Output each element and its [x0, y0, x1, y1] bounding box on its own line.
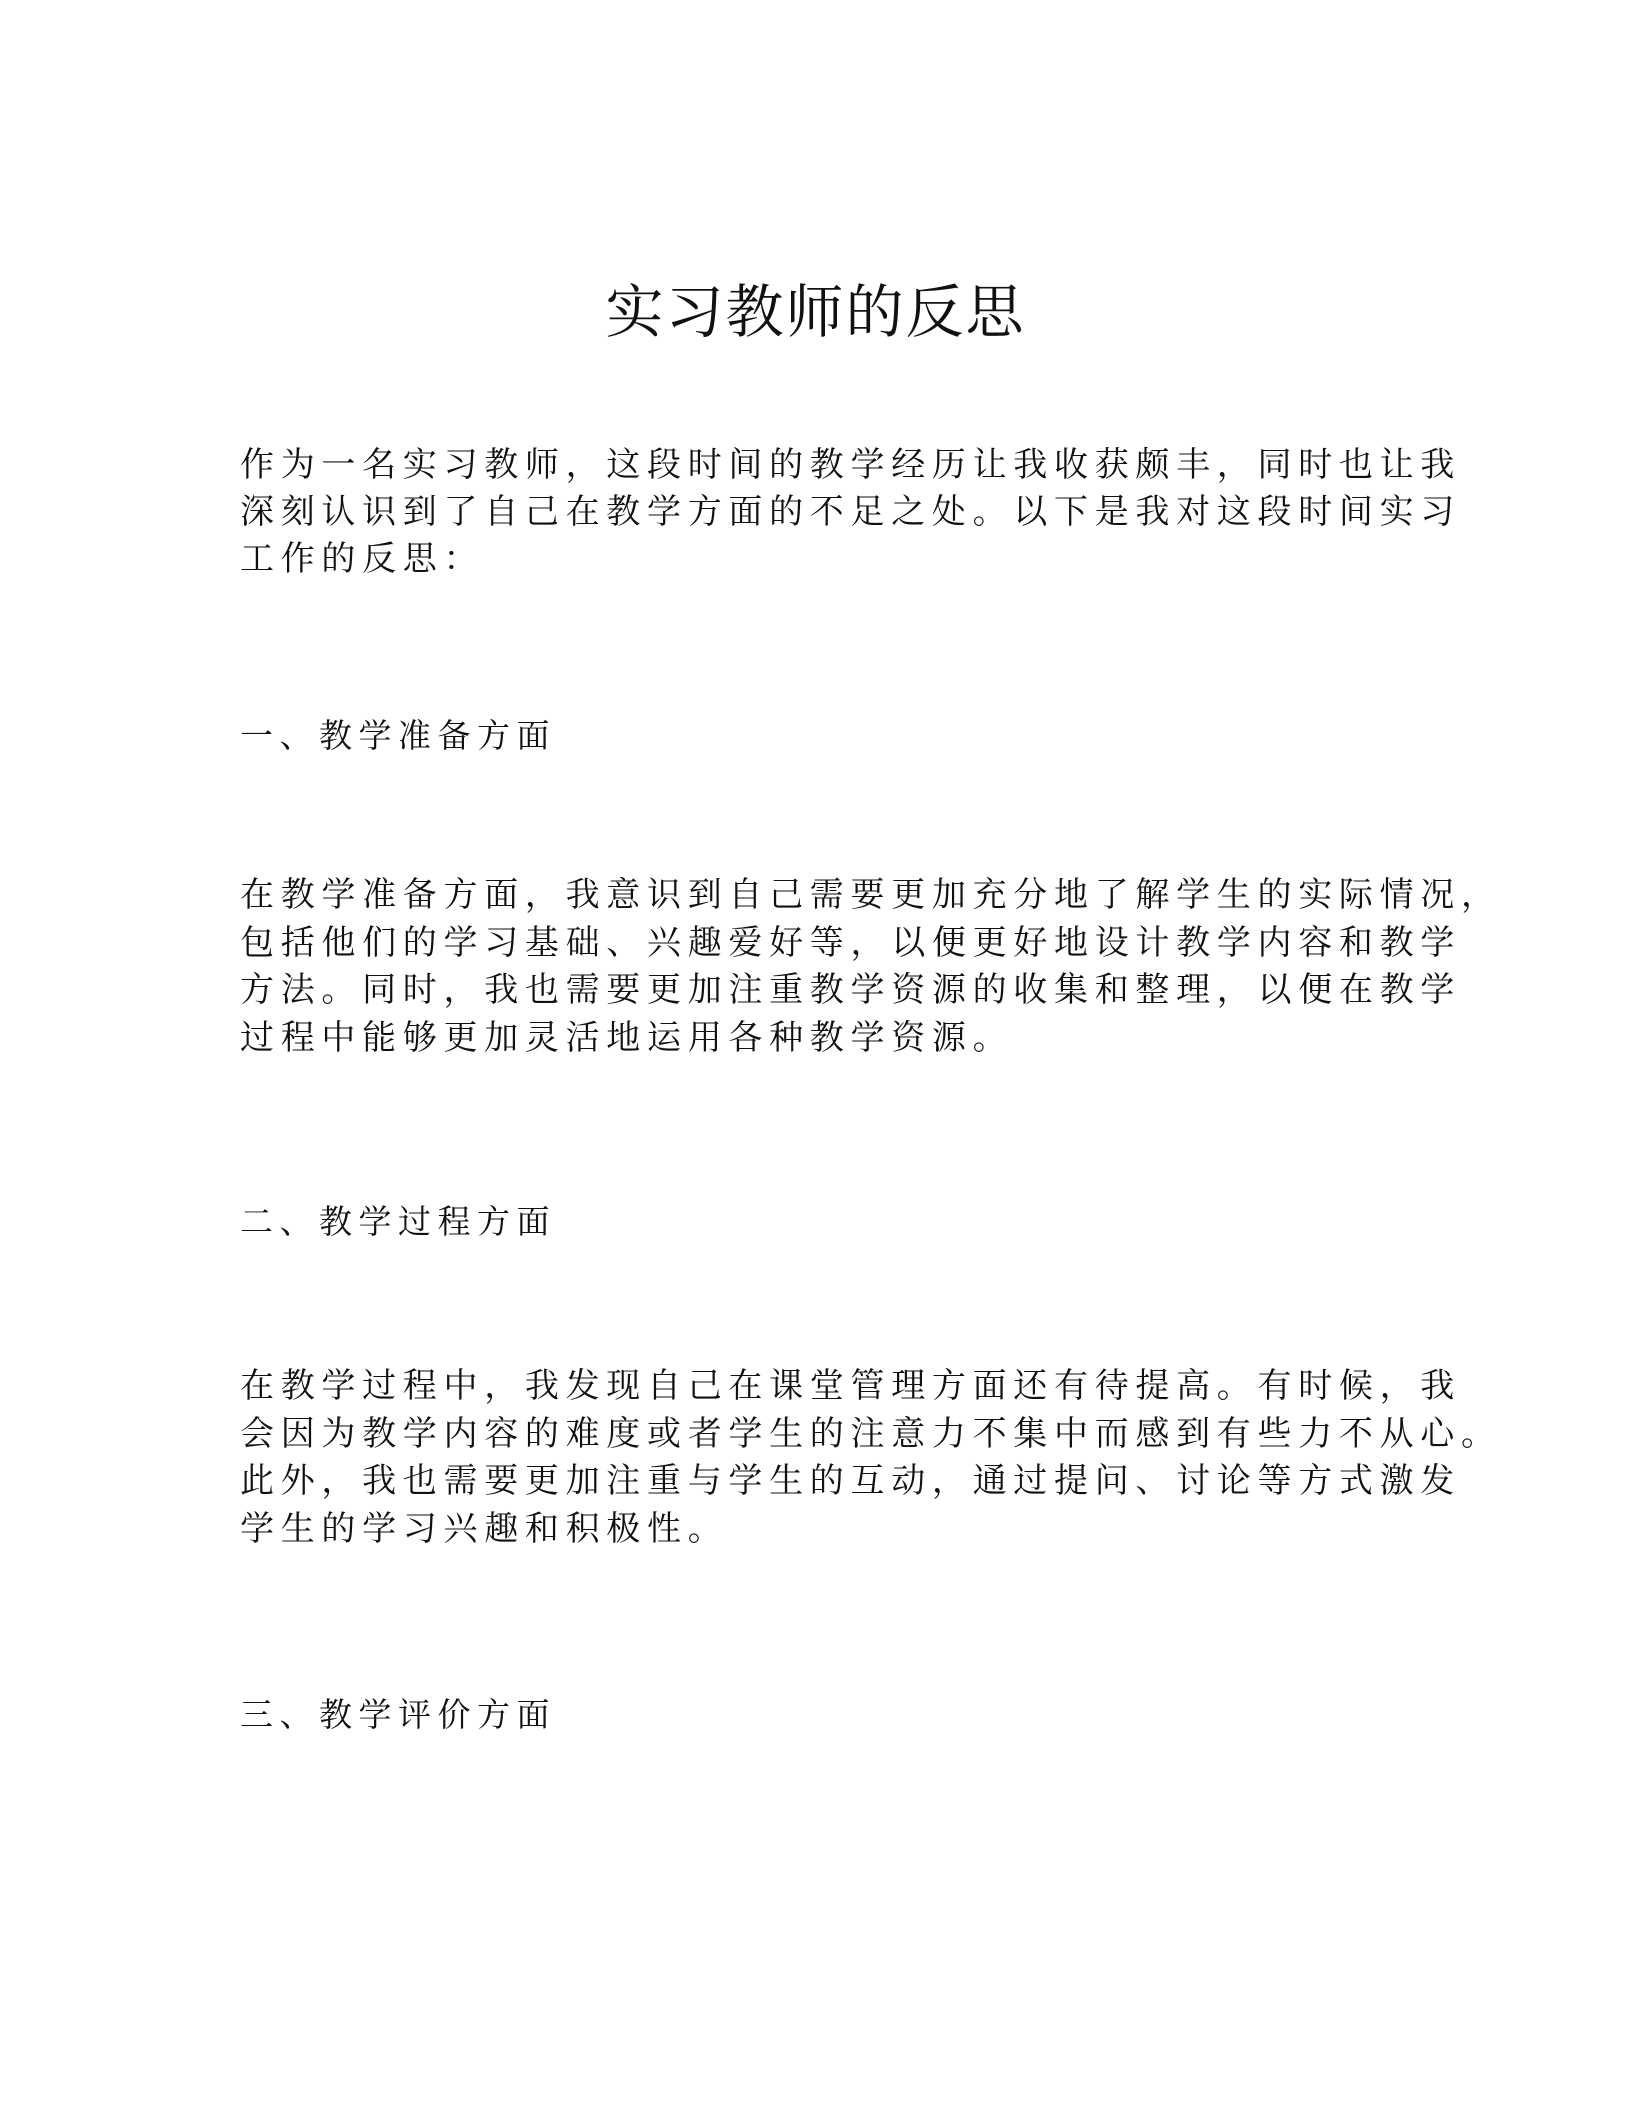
document-title: 实习教师的反思: [605, 278, 1026, 346]
intro-line-3: 工作的反思：: [240, 539, 485, 579]
section-1-line-2: 包括他们的学习基础、兴趣爱好等，以便更好地设计教学内容和教学: [240, 923, 1461, 963]
section-2-line-1: 在教学过程中，我发现自己在课堂管理方面还有待提高。有时候，我: [240, 1366, 1461, 1406]
intro-line-2: 深刻认识到了自己在教学方面的不足之处。以下是我对这段时间实习: [240, 492, 1461, 532]
section-heading-3: 三、教学评价方面: [240, 1695, 556, 1734]
section-1-line-4: 过程中能够更加灵活地运用各种教学资源。: [240, 1018, 1014, 1058]
section-heading-1: 一、教学准备方面: [240, 716, 556, 755]
section-2-line-4: 学生的学习兴趣和积极性。: [240, 1509, 729, 1549]
section-1-line-3: 方法。同时，我也需要更加注重教学资源的收集和整理，以便在教学: [240, 970, 1461, 1010]
intro-line-1: 作为一名实习教师，这段时间的教学经历让我收获颇丰，同时也让我: [240, 445, 1461, 485]
section-1-line-1: 在教学准备方面，我意识到自己需要更加充分地了解学生的实际情况，: [240, 875, 1502, 915]
section-2-line-3: 此外，我也需要更加注重与学生的互动，通过提问、讨论等方式激发: [240, 1461, 1461, 1501]
section-2-line-2: 会因为教学内容的难度或者学生的注意力不集中而感到有些力不从心。: [240, 1414, 1502, 1454]
section-heading-2: 二、教学过程方面: [240, 1202, 556, 1241]
